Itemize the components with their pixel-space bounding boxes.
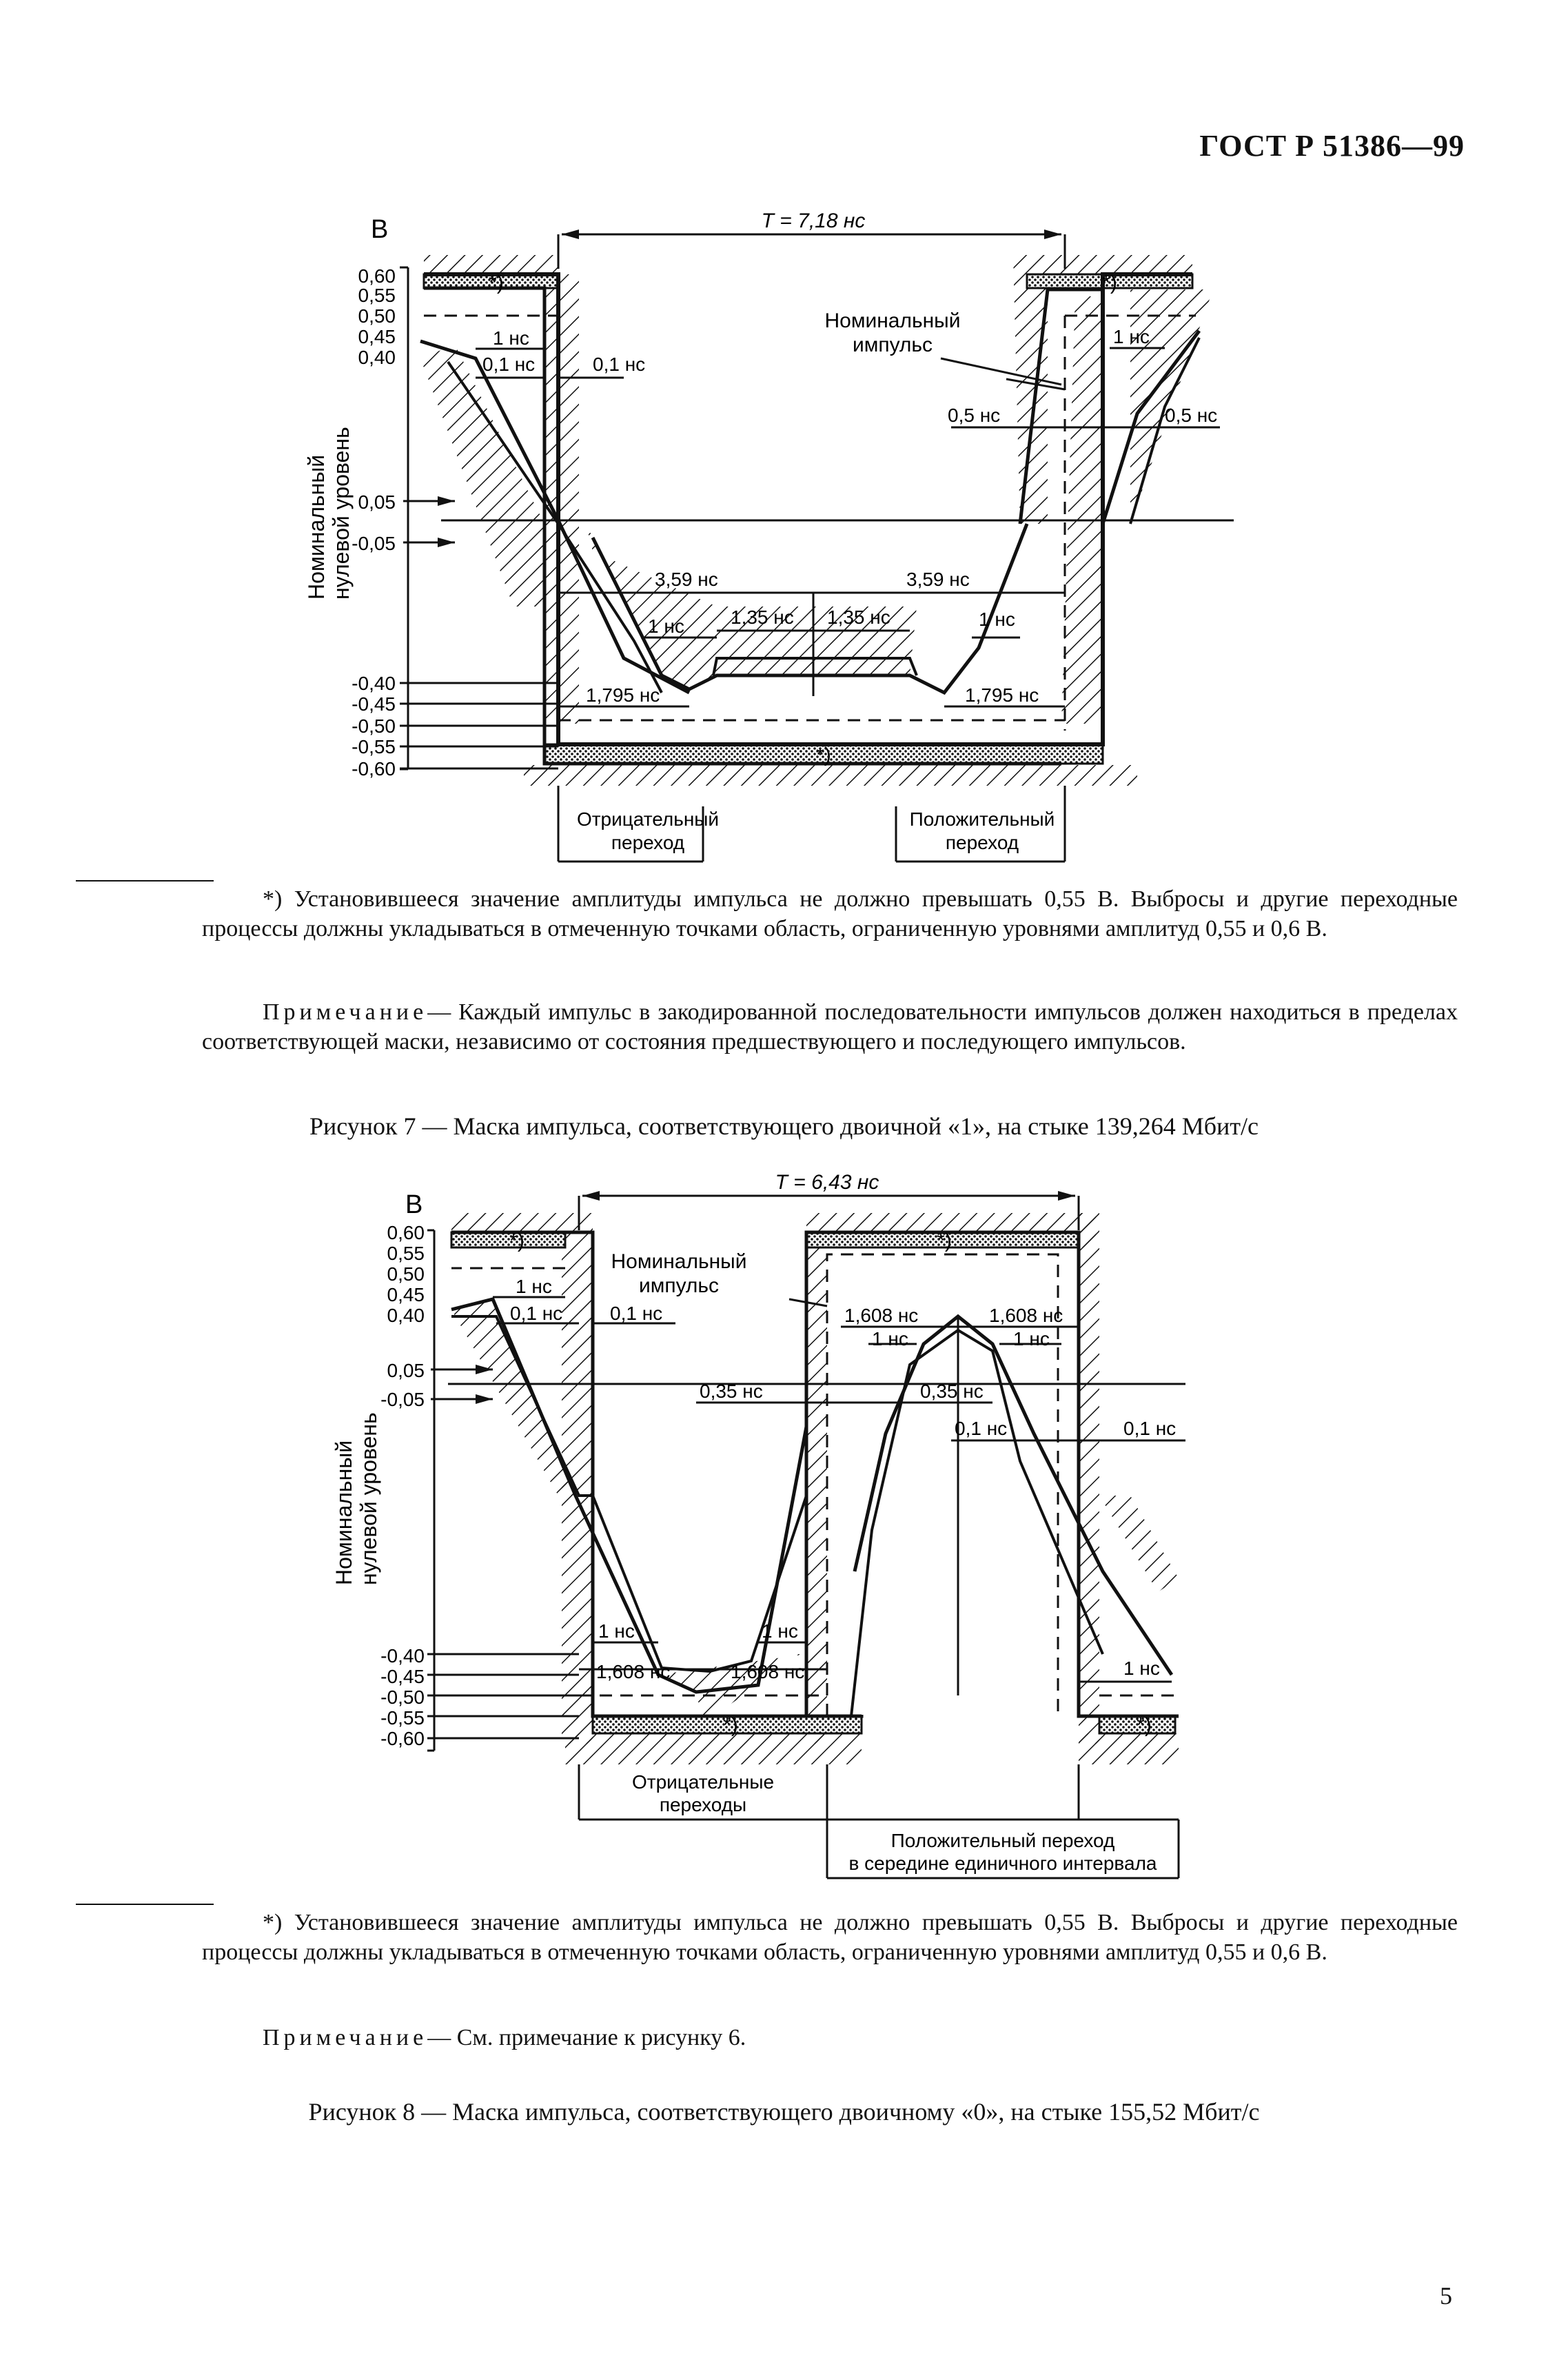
fig8-tick: -0,05 [380,1389,425,1410]
fig8-dim-label: 1 нс [516,1276,552,1297]
fig8-y-ticks [380,1222,425,1749]
fig7-tick: 0,50 [358,305,396,327]
svg-text:Номинальный: Номинальный [304,454,329,600]
caption-8: Рисунок 8 — Маска импульса, соответствующего двоичному «0», на стыке 155,52 Мбит/с [308,2098,1260,2126]
fig7-dim-label: 0,1 нс [482,354,536,375]
fig8-nominal-pulse-label: Номинальный [611,1250,747,1273]
fig7-dim-label: 3,59 нс [906,569,970,590]
fig8-tick: 0,45 [387,1284,425,1305]
fig7-pos-transition: Положительный [909,808,1055,830]
fig7-nominal-pulse-label: Номинальный [824,309,961,332]
fig8-pos-transition: Положительный переход [890,1830,1115,1851]
fig8-tick: 0,55 [387,1243,425,1264]
fig8-dim-label: 1 нс [598,1620,635,1642]
fig7-transition-labels [577,808,1055,853]
fig8-nominal-pulse-label-2: импульс [638,1274,720,1297]
svg-text:нулевой уровень: нулевой уровень [356,1412,381,1585]
fig7-tick: 0,60 [358,265,396,287]
fig7-tick: 0,45 [358,326,396,347]
fig8-unit: В [405,1190,423,1219]
fig8-neg-transitions-2: переходы [659,1794,747,1815]
fig8-period: T = 6,43 нс [775,1171,879,1194]
fig8-dim-label: 1,608 нс [844,1305,919,1326]
fig8-dim-label: 0,1 нс [955,1418,1008,1439]
fig8-dim-label: 1,608 нс [596,1661,671,1682]
fig7-dim-label: 3,59 нс [655,569,718,590]
fig7-tick: -0,60 [352,758,396,779]
footnote-rule [76,1904,214,1905]
fig7-period: T = 7,18 нс [761,210,866,232]
note-label: Примечание [263,999,428,1025]
fig7-star: *) [816,744,831,766]
fig8-dim-label: 0,35 нс [920,1380,984,1402]
footnote-7: *) Установившееся значение амплитуды импульса не должно превышать 0,55 В. Выбросы и другие переходные процессы должны укладываться в отмеченную точками область, ограниченную уровнями амплитуд 0,55 и 0,6 В. [202,886,1458,941]
fig8-dim-label: 1,608 нс [989,1305,1063,1326]
fig8-dim-label: 1 нс [762,1620,798,1642]
page-number: 5 [1440,2282,1452,2310]
fig8-dim-label: 0,1 нс [1123,1418,1177,1439]
fig7-star: *) [489,272,504,294]
fig7-mask [400,230,1234,862]
fig8-tick: -0,45 [380,1666,425,1687]
document-header: ГОСТ Р 51386—99 [1199,129,1465,163]
fig7-tick: 0,55 [358,285,396,306]
note-8 [202,2023,1458,2052]
fig7-dim-label: 0,5 нс [1165,405,1218,426]
fig7-dim-label: 1 нс [1113,326,1150,347]
caption-7: Рисунок 7 — Маска импульса, соответствующего двоичной «1», на стыке 139,264 Мбит/с [309,1112,1259,1140]
fig7-dim-label: 1,35 нс [827,607,890,628]
note-label: Примечание [263,2025,428,2050]
fig8-dim-label: 0,1 нс [510,1303,563,1324]
fig7-y-ticks [352,265,396,779]
fig7-tick: 0,05 [358,491,396,513]
fig8-dim-label: 1 нс [872,1328,908,1349]
fig8-neg-transitions: Отрицательные [631,1771,775,1793]
fig8-dim-label: 1,608 нс [731,1661,805,1682]
fig8-star: *) [1137,1714,1152,1737]
fig8-tick: 0,60 [387,1222,425,1243]
fig8-dim-label: 1 нс [1013,1328,1050,1349]
fig7-dim-label: 1 нс [493,327,529,349]
fig7-y-axis-label [304,427,354,600]
fig7-dim-label: 0,5 нс [948,405,1001,426]
fig8-tick: 0,40 [387,1305,425,1326]
fig8-tick: -0,40 [380,1645,425,1667]
fig8-dim-label: 1 нс [1123,1658,1160,1679]
figure-7 [0,0,1568,868]
fig8-dim-label: 0,1 нс [610,1303,663,1324]
fig7-tick: -0,40 [352,673,396,694]
fig7-pos-transition-2: переход [945,832,1019,853]
fig7-dim-label: 1,35 нс [731,607,794,628]
fig8-tick: 0,05 [387,1360,425,1381]
fig7-star: *) [1102,272,1117,294]
fig7-dim-label: 1,795 нс [965,684,1039,706]
fig7-tick: 0,40 [358,347,396,368]
fig8-star: *) [509,1230,525,1252]
fig8-tick: -0,60 [380,1728,425,1749]
fig7-tick: -0,45 [352,693,396,715]
fig7-tick: -0,55 [352,736,396,757]
svg-text:Номинальный: Номинальный [332,1440,356,1585]
fig7-tick: -0,50 [352,715,396,737]
fig8-dim-labels [510,1276,1176,1682]
fig7-dim-label: 1 нс [648,615,684,637]
fig8-tick: 0,50 [387,1263,425,1285]
fig8-star: *) [723,1714,738,1737]
fig7-neg-transition: Отрицательный [576,808,720,830]
svg-text:нулевой уровень: нулевой уровень [329,427,354,600]
note-7 [202,997,1458,1057]
fig8-y-axis-label [332,1412,381,1585]
footnote-8: *) Установившееся значение амплитуды импульса не должно превышать 0,55 В. Выбросы и другие переходные процессы должны укладываться в отмеченную точками область, ограниченную уровнями амплитуд 0,55 и 0,6 В. [202,1910,1458,1965]
fig7-dim-label: 1 нс [979,609,1015,630]
fig7-nominal-pulse-label-2: импульс [852,334,933,356]
fig8-tick: -0,55 [380,1707,425,1729]
fig7-unit: В [371,215,389,244]
figure-8 [0,1172,1568,1895]
fig8-pos-transition-2: в середине единичного интервала [848,1853,1157,1874]
note-text: — Каждый импульс в закодированной последовательности импульсов должен находиться в пределах соответствующей маски, независимо от состояния предшествующего и последующего импульсов. [202,999,1458,1054]
fig8-tick: -0,50 [380,1687,425,1708]
fig7-dim-label: 1,795 нс [586,684,660,706]
footnote-rule [76,880,214,882]
fig8-star: *) [937,1230,952,1252]
fig8-dim-label: 0,35 нс [700,1380,763,1402]
fig7-neg-transition-2: переход [611,832,685,853]
fig7-dim-label: 0,1 нс [593,354,646,375]
fig7-tick: -0,05 [352,533,396,554]
note-text: — См. примечание к рисунку 6. [427,2025,746,2050]
